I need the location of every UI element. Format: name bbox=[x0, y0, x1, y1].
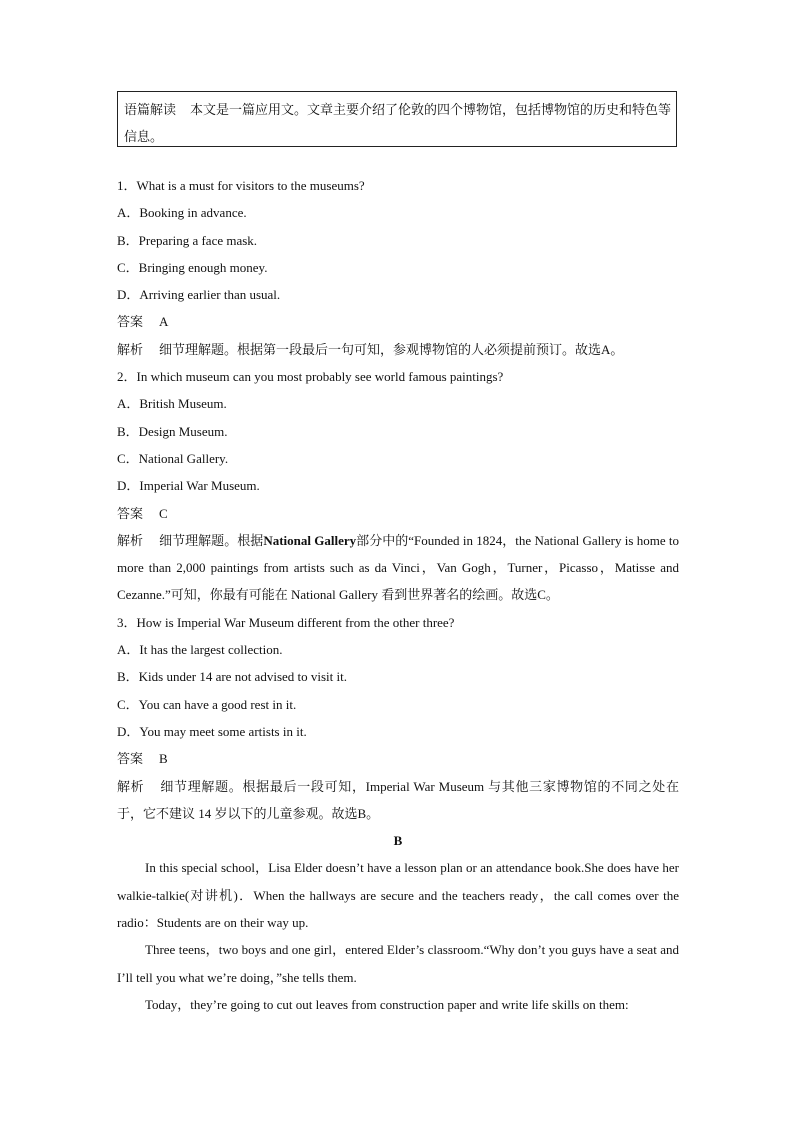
passage-paragraph-3: Today，they’re going to cut out leaves from construction paper and write life skills on them: bbox=[145, 996, 629, 1012]
document-body bbox=[117, 172, 679, 1018]
answer-value: B bbox=[159, 751, 168, 767]
question-stem: 2．In which museum can you most probably see world famous paintings? bbox=[117, 369, 504, 385]
analysis-label: 解析 bbox=[117, 341, 144, 357]
option-b: B．Preparing a face mask. bbox=[117, 232, 258, 248]
section-heading: B bbox=[393, 833, 403, 849]
option-d: D．Arriving earlier than usual. bbox=[117, 287, 281, 303]
analysis-label: 解析 bbox=[117, 778, 145, 794]
answer-value: C bbox=[159, 505, 168, 521]
analysis-paragraph bbox=[117, 773, 679, 828]
option-c: C．Bringing enough money. bbox=[117, 259, 268, 275]
question-stem: 1．What is a must for visitors to the museums? bbox=[117, 178, 365, 193]
analysis-text-bold: National Gallery bbox=[263, 532, 357, 548]
reading-summary-box bbox=[117, 91, 677, 147]
question-1 bbox=[117, 172, 679, 363]
analysis-paragraph bbox=[117, 527, 679, 609]
option-a: A．Booking in advance. bbox=[117, 205, 247, 221]
analysis-text-pre: 细节理解题。根据 bbox=[159, 532, 264, 548]
answer-line bbox=[117, 500, 679, 527]
summary-text: 本文是一篇应用文。文章主要介绍了伦敦的四个博物馆，包括博物馆的历史和特色等信息。 bbox=[124, 102, 672, 144]
analysis-text-post: 部分中的“Founded in 1824，the National Gallery is home to more than 2,000 paintings from artists such as da Vinci，Van Gogh，Turner，Picasso，Matisse and Cezanne.”可知，你最有可能在 National Gallery 看到世界著名的绘画。故选C。 bbox=[117, 532, 679, 603]
analysis-text: 细节理解题。根据最后一段可知，Imperial War Museum 与其他三家博物馆的不同之处在于，它不建议 14 岁以下的儿童参观。故选B。 bbox=[117, 778, 679, 821]
option-a: A．British Museum. bbox=[117, 396, 227, 412]
answer-label: 答案 bbox=[117, 505, 144, 521]
option-c: C．You can have a good rest in it. bbox=[117, 696, 297, 712]
option-d: D．You may meet some artists in it. bbox=[117, 723, 307, 739]
answer-label: 答案 bbox=[117, 751, 144, 767]
answer-value: A bbox=[159, 314, 169, 330]
question-2 bbox=[117, 363, 679, 609]
summary-label: 语篇解读 bbox=[124, 102, 177, 117]
option-b: B．Kids under 14 are not advised to visit it. bbox=[117, 669, 348, 685]
passage-paragraph-1: In this special school，Lisa Elder doesn’t have a lesson plan or an attendance book.She does have her walkie-talkie(对讲机)．When the hallways are secure and the teachers ready，the call comes over the radio：Students are on their way up. bbox=[117, 860, 679, 931]
analysis-text: 细节理解题。根据第一段最后一句可知，参观博物馆的人必须提前预订。故选A。 bbox=[159, 341, 624, 357]
option-d: D．Imperial War Museum. bbox=[117, 478, 260, 494]
answer-line bbox=[117, 308, 679, 335]
answer-label: 答案 bbox=[117, 314, 144, 330]
passage-paragraph-2: Three teens，two boys and one girl，entered Elder’s classroom.“Why don’t you guys have a seat and I’ll tell you what we’re doing，”she tells them. bbox=[117, 942, 679, 985]
question-stem: 3．How is Imperial War Museum different from the other three? bbox=[117, 614, 455, 630]
option-a: A．It has the largest collection. bbox=[117, 642, 283, 658]
option-c: C．National Gallery. bbox=[117, 450, 229, 466]
analysis-label: 解析 bbox=[117, 532, 144, 548]
answer-line bbox=[117, 745, 679, 772]
option-b: B．Design Museum. bbox=[117, 423, 228, 439]
question-3 bbox=[117, 609, 679, 827]
analysis-line bbox=[117, 336, 679, 363]
